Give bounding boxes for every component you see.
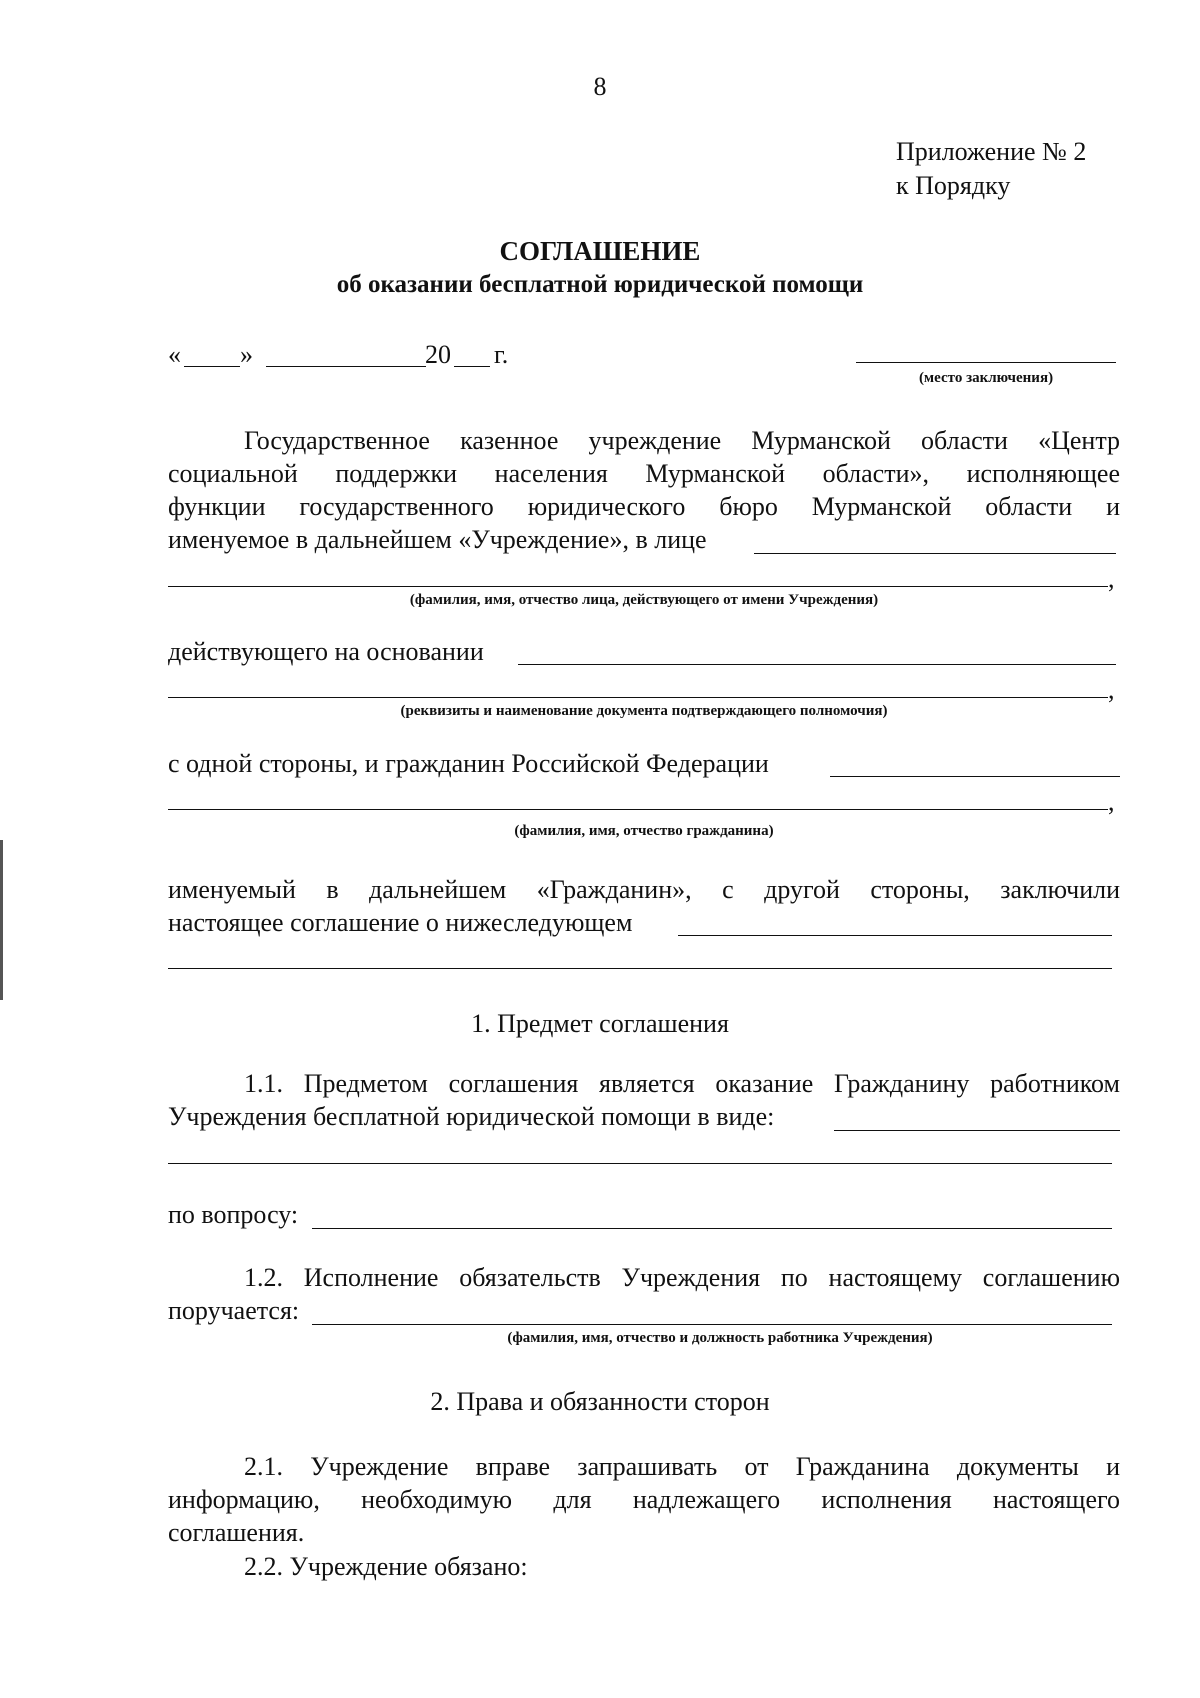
- p21-line-1: [244, 1452, 1120, 1482]
- p12-line-1-text: 1.2. Исполнение обязательств Учреждения по настоящему соглашению: [244, 1263, 1120, 1292]
- p22-line: 2.2. Учреждение обязано:: [244, 1552, 528, 1581]
- subject-blank-1: [678, 935, 1112, 936]
- representative-caption: (фамилия, имя, отчество лица, действующего от имени Учреждения): [409, 592, 879, 608]
- basis-comma: ,: [1108, 675, 1115, 704]
- intro-line-3: [168, 492, 1120, 522]
- place-blank: [856, 362, 1116, 363]
- p21-line-2: [168, 1485, 1120, 1515]
- citizen-blank-2: [168, 809, 1108, 810]
- p21-line-3: соглашения.: [168, 1518, 305, 1547]
- named-line-2: настоящее соглашение о нижеследующем: [168, 908, 633, 937]
- subject-blank-2: [168, 968, 1112, 969]
- date-close-quote: »: [240, 340, 253, 369]
- assistance-type-blank-1: [834, 1130, 1120, 1131]
- document-subtitle: об оказании бесплатной юридической помощи: [336, 271, 864, 298]
- acting-basis-label: действующего на основании: [168, 637, 484, 666]
- intro-line-2-text: социальной поддержки населения Мурманской области», исполняющее: [168, 459, 1120, 488]
- intro-line-2: [168, 459, 1120, 489]
- assignee-blank: [312, 1324, 1112, 1325]
- p12-line-1: [244, 1263, 1120, 1293]
- date-day-blank: [184, 366, 240, 367]
- p11-line-1: [244, 1069, 1120, 1099]
- citizen-caption: (фамилия, имя, отчество гражданина): [514, 823, 774, 839]
- representative-blank-1: [754, 553, 1116, 554]
- representative-comma: ,: [1108, 564, 1115, 593]
- intro-line-1-text: Государственное казенное учреждение Мурманской области «Центр: [244, 426, 1120, 455]
- scan-edge-mark: [0, 840, 3, 1000]
- place-caption: (место заключения): [918, 370, 1054, 386]
- basis-blank-1: [518, 664, 1116, 665]
- citizen-blank-1: [830, 776, 1120, 777]
- intro-line-4: именуемое в дальнейшем «Учреждение», в лице: [168, 525, 707, 554]
- assignee-caption: (фамилия, имя, отчество и должность работника Учреждения): [507, 1330, 933, 1346]
- document-title: СОГЛАШЕНИЕ: [499, 236, 701, 266]
- section-1-heading: 1. Предмет соглашения: [471, 1009, 729, 1038]
- named-line-1: [168, 875, 1120, 905]
- one-side-label: с одной стороны, и гражданин Российской Федерации: [168, 749, 769, 778]
- question-blank: [312, 1228, 1112, 1229]
- date-month-blank: [266, 366, 426, 367]
- p21-line-1-text: 2.1. Учреждение вправе запрашивать от Гражданина документы и: [244, 1452, 1120, 1481]
- p21-line-2-text: информацию, необходимую для надлежащего исполнения настоящего: [168, 1485, 1120, 1514]
- named-line-1-text: именуемый в дальнейшем «Гражданин», с другой стороны, заключили: [168, 875, 1120, 904]
- p11-line-1-text: 1.1. Предметом соглашения является оказание Гражданину работником: [244, 1069, 1120, 1098]
- basis-caption: (реквизиты и наименование документа подтверждающего полномочия): [400, 703, 888, 719]
- appendix-line-1: Приложение № 2: [896, 137, 1087, 166]
- date-year-blank: [454, 366, 490, 367]
- date-year-suffix: г.: [494, 340, 509, 369]
- question-label: по вопросу:: [168, 1200, 299, 1229]
- p12-line-2: поручается:: [168, 1296, 300, 1325]
- intro-line-1: [244, 426, 1120, 456]
- basis-blank-2: [168, 697, 1108, 698]
- page-number: 8: [593, 72, 607, 101]
- appendix-line-2: к Порядку: [896, 171, 1011, 200]
- representative-blank-2: [168, 586, 1108, 587]
- p11-line-2: Учреждения бесплатной юридической помощи в виде:: [168, 1102, 775, 1131]
- section-2-heading: 2. Права и обязанности сторон: [430, 1387, 770, 1416]
- assistance-type-blank-2: [168, 1163, 1112, 1164]
- date-year-prefix: 20: [425, 340, 451, 369]
- date-open-quote: «: [168, 340, 181, 369]
- citizen-comma: ,: [1108, 787, 1115, 816]
- intro-line-3-text: функции государственного юридического бюро Мурманской области и: [168, 492, 1120, 521]
